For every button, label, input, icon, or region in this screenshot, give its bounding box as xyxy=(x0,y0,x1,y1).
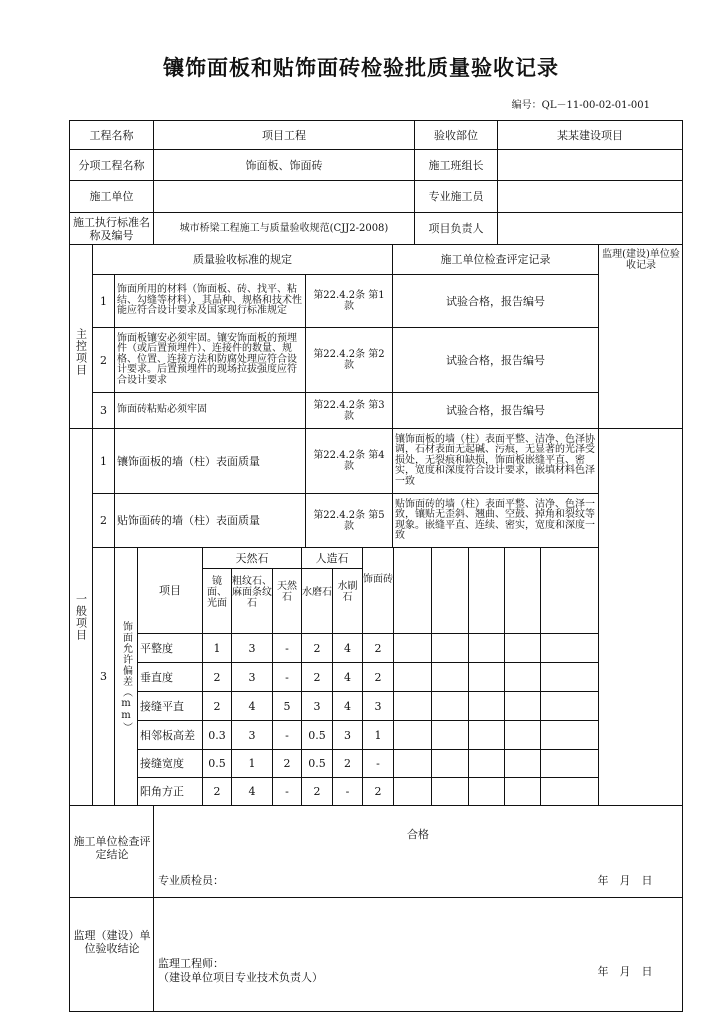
general-item-desc: 镶饰面板的墙（柱）表面质量 xyxy=(117,454,260,468)
conclusion-label: 施工单位检查评定结论 xyxy=(73,835,151,861)
main-item-record: 试验合格，报告编号 xyxy=(446,353,545,367)
natural-stone-header: 天然石 xyxy=(235,551,269,565)
tolerance-cell: 2 xyxy=(374,641,382,655)
tolerance-cell: 4 xyxy=(248,699,256,713)
tolerance-cell: - xyxy=(345,785,350,798)
tolerance-cell: 2 xyxy=(374,785,382,798)
supervision-date: 年 月 日 xyxy=(597,964,653,978)
tolerance-cell: 3 xyxy=(313,699,321,713)
main-item-record: 试验合格，报告编号 xyxy=(446,404,545,417)
main-item-record: 试验合格，报告编号 xyxy=(446,294,545,308)
main-item-desc: 饰面所用的材料（饰面板、砖、找平、粘结、勾缝等材料），其品种、规格和技术性能应符合设计要求及国家现行标准规定 xyxy=(117,284,302,317)
tolerance-cell: 2 xyxy=(313,785,321,798)
tolerance-row-name: 相邻板高差 xyxy=(140,728,195,742)
main-item-no: 2 xyxy=(100,353,107,367)
tolerance-cell: 0.3 xyxy=(208,728,226,742)
subcol-header: 天然石 xyxy=(277,581,297,603)
general-items-label: 一般项目 xyxy=(74,593,88,641)
tolerance-cell: 4 xyxy=(344,670,351,684)
tolerance-cell: - xyxy=(376,757,380,770)
tile-header: 饰面砖 xyxy=(363,573,393,585)
team-leader-label: 施工班组长 xyxy=(428,158,484,172)
main-item-clause: 第22.4.2条 第1款 xyxy=(313,290,385,312)
tolerance-cell: 0.5 xyxy=(308,757,326,770)
tolerance-cell: 2 xyxy=(344,757,351,770)
subcol-header: 镜面、光面 xyxy=(207,575,227,609)
tolerance-cell: 2 xyxy=(283,757,291,770)
main-item-no: 1 xyxy=(100,294,107,308)
tolerance-cell: 4 xyxy=(248,785,256,798)
tolerance-cell: 3 xyxy=(248,728,256,742)
main-item-clause: 第22.4.2条 第2款 xyxy=(313,349,385,371)
tolerance-row-name: 阳角方正 xyxy=(140,785,184,798)
general-item-clause: 第22.4.2条 第4款 xyxy=(313,450,385,472)
tolerance-row-name: 接缝平直 xyxy=(140,699,184,713)
general-item-record: 贴饰面砖的墙（柱）表面平整、洁净、色泽一致，镶贴无歪斜、翘曲、空鼓、掉角和裂纹等现象。嵌缝平直、连续、密实，宽度和深度一致 xyxy=(395,498,595,541)
general-item-no: 1 xyxy=(100,454,107,468)
tolerance-row-name: 垂直度 xyxy=(140,670,173,684)
acceptance-part-label: 验收部位 xyxy=(434,128,478,142)
tolerance-cell: 1 xyxy=(213,641,221,655)
tolerance-cell: 5 xyxy=(283,699,291,713)
project-leader-label: 项目负责人 xyxy=(428,222,484,235)
tolerance-item-header: 项目 xyxy=(159,584,181,597)
document-number: 编号：QL－11-00-02-01-001 xyxy=(511,100,650,111)
tolerance-cell: 2 xyxy=(313,670,321,684)
acceptance-part-value: 某某建设项目 xyxy=(557,128,623,142)
project-name-label: 工程名称 xyxy=(89,128,134,142)
tolerance-cell: 2 xyxy=(313,641,321,655)
tolerance-row-name: 接缝宽度 xyxy=(140,757,184,770)
main-item-no: 3 xyxy=(100,404,107,417)
tolerance-cell: 2 xyxy=(213,670,221,684)
tolerance-cell: 2 xyxy=(374,670,382,684)
artificial-stone-header: 人造石 xyxy=(315,551,349,565)
tolerance-cell: 4 xyxy=(344,699,351,713)
general-item-no: 2 xyxy=(100,514,107,527)
tolerance-cell: 0.5 xyxy=(208,757,226,770)
tolerance-cell: 4 xyxy=(344,641,351,655)
supervision-header: 监理(建设)单位验收记录 xyxy=(602,248,680,271)
tolerance-cell: 2 xyxy=(213,785,221,798)
tolerance-cell: - xyxy=(285,728,289,742)
tolerance-cell: - xyxy=(285,670,289,684)
quality-inspector-label: 专业质检员： xyxy=(158,873,224,887)
tolerance-cell: 0.5 xyxy=(308,728,326,742)
supervision-label: 监理（建设）单位验收结论 xyxy=(73,929,151,955)
subcol-header: 水刷石 xyxy=(337,581,358,603)
spec-header: 质量验收标准的规定 xyxy=(193,253,292,266)
supervision-engineer-note: （建设单位项目专业技术负责人） xyxy=(158,970,323,984)
subcol-header: 粗纹石、麻面条纹石 xyxy=(232,575,272,609)
sub-project-value: 饰面板、饰面砖 xyxy=(245,158,323,172)
supervision-engineer-label: 监理工程师： xyxy=(158,956,224,970)
project-name-value: 项目工程 xyxy=(262,128,306,142)
general-item-record: 镶饰面板的墙（柱）表面平整、洁净、色泽协调，石材表面无起碱、污痕，无显著的光泽受损处，无裂痕和缺损，饰面板嵌缝平直、密实，宽度和深度符合设计要求，嵌填材料色泽一致 xyxy=(395,433,595,487)
tolerance-cell: 3 xyxy=(344,728,351,742)
conclusion-result: 合格 xyxy=(407,827,429,841)
main-control-label: 主控项目 xyxy=(74,327,88,376)
main-item-desc: 饰面砖粘贴必须牢固 xyxy=(117,404,207,416)
tolerance-item-no: 3 xyxy=(100,670,107,683)
record-header: 施工单位检查评定记录 xyxy=(440,253,551,266)
standard-value: 城市桥梁工程施工与质量验收规范(CJJ2-2008) xyxy=(179,223,389,234)
conclusion-date: 年 月 日 xyxy=(597,873,653,887)
tolerance-side-label: 饰面允许偏差（mm） xyxy=(120,620,132,733)
main-item-clause: 第22.4.2条 第3款 xyxy=(313,399,385,422)
tolerance-cell: 3 xyxy=(248,641,256,655)
tolerance-cell: 3 xyxy=(374,699,382,713)
subcol-header: 水磨石 xyxy=(302,586,332,598)
main-item-desc: 饰面板镶安必须牢固。镶安饰面板的预埋件（或后置预埋件）、连接件的数量、规格、位置、连接方法和防腐处理应符合设计要求。后置预埋件的现场拉拔强度应符合设计要求 xyxy=(117,332,297,386)
construction-unit-label: 施工单位 xyxy=(89,190,134,203)
standard-label: 施工执行标准名称及编号 xyxy=(73,215,150,242)
tolerance-row-name: 平整度 xyxy=(140,641,173,655)
tolerance-cell: - xyxy=(285,641,289,655)
tolerance-cell: 2 xyxy=(213,699,221,713)
sub-project-label: 分项工程名称 xyxy=(78,158,145,172)
general-item-desc: 贴饰面砖的墙（柱）表面质量 xyxy=(117,514,260,527)
general-item-clause: 第22.4.2条 第5款 xyxy=(313,509,385,532)
tolerance-cell: 1 xyxy=(374,728,382,742)
tolerance-cell: 3 xyxy=(248,670,256,684)
tolerance-cell: - xyxy=(285,785,289,798)
tolerance-cell: 1 xyxy=(248,757,256,770)
specialist-label: 专业施工员 xyxy=(428,190,484,203)
page-title: 镶饰面板和贴饰面砖检验批质量验收记录 xyxy=(163,56,559,80)
